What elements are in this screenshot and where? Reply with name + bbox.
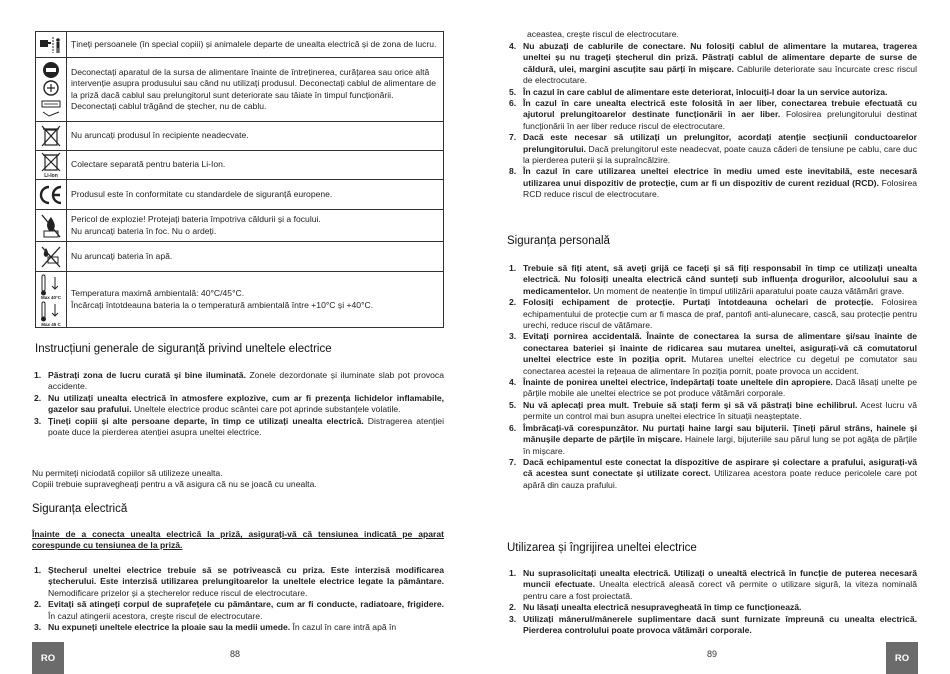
list-item: 5. În cazul în care cablul de alimentare este deteriorat, înlocuiți-l doar la un service autoriza. bbox=[509, 86, 888, 97]
personal-safety-list bbox=[505, 263, 917, 491]
maintenance-icons bbox=[36, 58, 67, 122]
list-item: 1. Trebuie să fiți atent, să aveți grijă ce faceți și să fiți responsabil în timp ce utilizați unealta electrică. Nu folosiți unealta electrică când sunteți sub influența drogurilor, alcoolului sau a medicamentelor. Un moment de neatenție în timpul utilizării aparatului poate cauza vătămări grave. bbox=[509, 263, 917, 296]
list-item: 3. Nu expuneți uneltele electrice la ploaie sau la medii umede. În cazul în care intră apă în bbox=[34, 622, 397, 633]
symbol-text: Colectare separată pentru bateria Li-Ion. bbox=[67, 151, 444, 180]
symbol-row bbox=[36, 242, 444, 272]
general-safety-list bbox=[30, 370, 444, 438]
list-item: 3. Utilizați mânerul/mânerele suplimentare dacă sunt furnizate împreună cu unealta electrică. Pierderea controlului poate provoca vătămări corporale. bbox=[509, 613, 917, 636]
list-item: 6. Îmbrăcați-vă corespunzător. Nu purtați haine largi sau bijuterii. Țineți părul strâns, hainele și mănușile departe de părțile în mișcare. Hainele largi, bijuteriile sau părul lung se pot agăța de părțile în mișcare. bbox=[509, 422, 917, 456]
symbol-text: Deconectați aparatul de la sursa de alimentare înainte de întreținerea, curățarea sau orice altă intervenție asupra produsului sau când nu utilizați produsul. Deconectați cablul de alimentare de la priză dacă cablul sau prelungitorul sunt deteriorate sau tăiate în timpul funcționării. Deconectați cablul trăgând de ștecher, nu de cablu. bbox=[67, 58, 444, 122]
no-fire-icon bbox=[36, 210, 67, 242]
list-item: 3. Evitați pornirea accidentală. Înainte de conectarea la sursa de alimentare și/sau înainte de conectarea bateriei și înainte de ridicarea sau mutarea uneltei, asigurați-vă că comutatorul uneltei electrice este în poziția oprit. Mutarea uneltei electrice cu degetul pe comutator sau conectarea acestei la rețeaua de alimentare în poziția pornit, poate provoca un accident. bbox=[509, 331, 917, 376]
symbol-text: Temperatura maximă ambientală: 40°C/45°C. Încărcați întotdeauna bateria la o temperatură ambientală între +10°C și +40°C. bbox=[67, 272, 444, 328]
electric-safety-list bbox=[30, 565, 444, 633]
list-item: 7. Dacă echipamentul este conectat la dispozitive de aspirare și colectare a prafului, asigurați-vă că acestea sunt conectate și utilizate corect. Utilizarea acestora poate reduce pericolele care pot apără din cauza prafului. bbox=[509, 456, 917, 490]
use-care-list bbox=[505, 568, 917, 636]
section-heading-general: Instrucțiuni generale de siguranță privind uneltele electrice bbox=[35, 343, 332, 355]
list-item: 6. În cazul în care unealta electrică este folosită în aer liber, conectarea trebuie efectuată cu ajutorul prelungitoarelor destinate funcționării în aer liber. Folosirea prelungitorului destinat funcționării în aer liber reduce riscul de electrocutare. bbox=[509, 98, 917, 131]
page-number: 88 bbox=[230, 649, 241, 659]
page-number: 89 bbox=[707, 649, 718, 659]
no-water-icon bbox=[36, 242, 67, 272]
list-item: 8. În cazul în care utilizarea uneltei electrice în mediu umed este inevitabilă, este necesară utilizarea unui dispozitiv de protecție, cum ar fi un dispozitiv de curent rezidual (RCD). Folosirea RCD reduce riscul de electrocutare. bbox=[509, 166, 917, 200]
symbol-row bbox=[36, 151, 444, 180]
symbol-text: Pericol de explozie! Protejați bateria împotriva căldurii și a focului. Nu aruncați bateria în foc. Nu o ardeți. bbox=[67, 210, 444, 242]
list-item: 2. Evitați să atingeți corpul de suprafețele cu pământare, cum ar fi conducte, radiatoare, frigidere. În cazul atingerii acestora, crește riscul de electrocutare. bbox=[34, 599, 444, 621]
children-note: Nu permiteți niciodată copiilor să utilizeze unealta. Copiii trebuie supravegheați pentru a vă asigura că nu se joacă cu unealta. bbox=[32, 468, 317, 490]
list-item: 1. Păstrați zona de lucru curată și bine iluminată. Zonele dezordonate și iluminate slab pot provoca accidente. bbox=[34, 370, 444, 392]
electric-safety-list-cont bbox=[505, 41, 917, 201]
list-item: 1. Nu suprasolicitați unealta electrică. Utilizați o unealtă electrică în funcție de puterea necesară muncii efectuate. Unealta electrică aleasă corect vă permite o utilizare sigură, la viteza nominală pentru care a fost proiectată. bbox=[509, 568, 917, 601]
list-item: 4. Înainte de ponirea uneltei electrice, îndepărtați toate uneltele din apropiere. Dacă lăsați unelte pe părțile mobile ale uneltei electrice se pot produce vătămări corporale. bbox=[509, 377, 917, 399]
do-not-dispose-container-icon bbox=[36, 122, 67, 151]
li-ion-label: Li-Ion bbox=[44, 173, 58, 178]
language-tab: RO bbox=[32, 642, 64, 674]
list-item: 2. Nu lăsați unealta electrică nesupravegheată în timp ce funcționează. bbox=[509, 602, 802, 613]
list-item: 7. Dacă este necesar să utilizați un prelungitor, acordați atenție secțiunii conductoarelor prelungitorului. Dacă prelungitorul este neadecvat, poate cauza căderi de tensiune pe cablu, care duc la pierderea puterii și la supraîncălzire. bbox=[509, 132, 917, 166]
list-item: 5. Nu vă aplecați prea mult. Trebuie să stați ferm și să vă păstrați bine echilibrul. Acest lucru vă permite un control mai bun asupra uneltei electrice în situații neașteptate. bbox=[509, 399, 917, 422]
section-heading-personal: Siguranța personală bbox=[507, 235, 610, 247]
symbol-row bbox=[36, 122, 444, 151]
symbol-row bbox=[36, 180, 444, 210]
symbol-text: Țineți persoanele (în special copiii) și animalele departe de unealta electrică și de zona de lucru. bbox=[67, 32, 444, 58]
max-45-label: Max 45 C bbox=[41, 321, 61, 327]
list-item: 4. Nu abuzați de cablurile de conectare. Nu folosiți cablul de alimentare la mutarea, tragerea uneltei șu nu trageți ștecherul din priză. Păstrați cablul de alimentare departe de surse de căldură, ulei, margini ascuțite sau părți în mișcare. Cablurile deteriorate sau încurcate cresc riscul de electrocutare. bbox=[509, 41, 917, 86]
list-item: 3. Țineți copiii și alte persoane departe, în timp ce utilizați unealta electrică. Distragerea atenției poate duce la pierderea atenției asupra uneltei electrice. bbox=[34, 415, 444, 438]
symbol-row bbox=[36, 210, 444, 242]
max-40-label: Max 40°C bbox=[40, 294, 62, 300]
electric-intro: Înainte de a conecta unealta electrică la priză, asigurați-vă că tensiunea indicată pe aparat corespunde cu tensiunea de la priză. bbox=[32, 529, 444, 551]
symbol-row bbox=[36, 32, 444, 58]
list-item: 2. Nu utilizați unealta electrică în atmosfere explozive, cum ar fi prezența lichidelor inflamabile, gazelor sau prafului. Uneltele electrice produc scântei care pot aprinde substanțele volatile. bbox=[34, 392, 444, 415]
keep-distance-icon bbox=[36, 32, 67, 58]
symbol-text: Nu aruncați produsul în recipiente neadecvate. bbox=[67, 122, 444, 151]
symbol-text: Produsul este în conformitate cu standardele de siguranță europene. bbox=[67, 180, 444, 210]
symbol-text: Nu aruncați bateria în apă. bbox=[67, 242, 444, 272]
language-tab: RO bbox=[886, 642, 918, 674]
symbol-row bbox=[36, 58, 444, 122]
symbol-row bbox=[36, 272, 444, 328]
ce-mark-icon bbox=[36, 180, 67, 210]
list-item: 2. Folosiți echipament de protecție. Purtați întotdeauna ochelari de protecție. Folosirea echipamentului de protecție cum ar fi masca de praf, pantofi anti-alunecare, cască, sau protecție pentru urechi, reduce riscul de vătămare. bbox=[509, 297, 917, 331]
section-heading-electric: Siguranța electrică bbox=[32, 503, 128, 515]
li-ion-crossed-bin-icon bbox=[36, 151, 67, 180]
symbol-table bbox=[35, 31, 444, 328]
thermometer-icon bbox=[36, 272, 67, 328]
section-heading-use: Utilizarea și îngrijirea uneltei electrice bbox=[507, 542, 697, 554]
continued-text: aceastea, crește riscul de electrocutare. bbox=[527, 29, 679, 39]
list-item: 1. Ștecherul uneltei electrice trebuie să se potrivească cu priza. Este interzisă modificarea ștecherului. Este interzisă utilizarea prelungitoarelor la uneltele electrice legate la pământare. Nemodificare prizelor și a ștecherelor reduce riscul de electrocutare. bbox=[34, 565, 444, 598]
right-page bbox=[475, 0, 950, 674]
